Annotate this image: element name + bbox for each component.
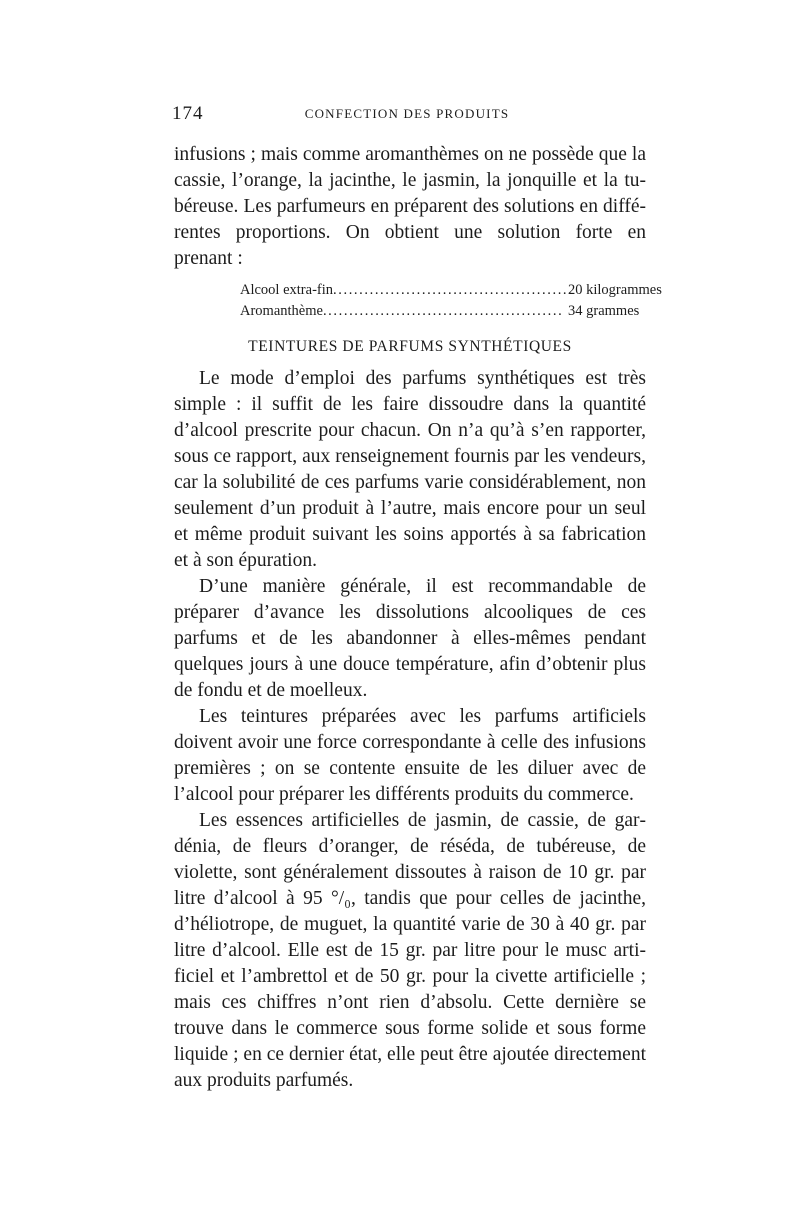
paragraph: D’une manière générale, il est recommandable de préparer d’avance les dissolutions alcooliques de ces parfums et de les abandonner à elles-mêmes pendant quelques jours à une douce température, afin d’obtenir plus de fondu et de moelleux.: [174, 576, 646, 701]
paragraph: Le mode d’emploi des parfums synthétiques est très simple : il suffit de les faire dissoudre dans la quantité d’alcool prescrite pour chacun. On n’a qu’à s’en rapporter, sous ce rapport, aux renseignement fournis par les vendeurs, car la solubilité de ces parfums varie considérablement, non seulement d’un produit à l’autre, mais encore pour un seul et même produit suivant les soins apportés à sa fabrication et à son épuration.: [174, 368, 646, 571]
formula-table: [174, 280, 662, 322]
formula-ingredient: Alcool extra-fin..............................................: [240, 282, 574, 298]
formula-quantity: 34 grammes: [568, 303, 640, 319]
formula-row: [174, 301, 646, 322]
formula-ingredient: Aromanthème..............................................: [240, 303, 564, 319]
leader-dots: ..............................................: [322, 303, 564, 319]
formula-row: [174, 280, 662, 301]
section-title: TEINTURES DE PARFUMS SYNTHÉTIQUES: [248, 338, 572, 355]
formula-quantity: 20 kilogrammes: [568, 282, 662, 298]
page-header: [172, 103, 642, 129]
paragraph-continued: infusions ; mais comme aromanthèmes on ne possède que la cassie, l’orange, la jacinthe, le jasmin, la jonquille et la tubéreuse. Les parfumeurs en préparent des solutions en différentes proportions. On obtient une solution forte en prenant :: [174, 144, 646, 269]
paragraph: Les essences artificielles de jasmin, de cassie, de gardénia, de fleurs d’oranger, de réséda, de tubéreuse, de violette, sont généralement dissoutes à raison de 10 gr. par litre d’alcool à 95 °/₀, tandis que pour celles de jacinthe, d’héliotrope, de muguet, la quantité varie de 30 à 40 gr. par litre d’alcool. Elle est de 15 gr. par litre pour le musc artificiel et l’ambrettol et de 50 gr. pour la civette artificielle ; mais ces chiffres n’ont rien d’absolu. Cette dernière se trouve dans le commerce sous forme solide et sous forme liquide ; en ce dernier état, elle peut être ajoutée directement aux produits parfumés.: [174, 810, 646, 1091]
paragraph: Les teintures préparées avec les parfums artificiels doivent avoir une force correspondante à celle des infusions premières ; on se contente ensuite de les diluer avec de l’alcool pour préparer les différents produits du commerce.: [174, 706, 646, 805]
page-body: [174, 142, 662, 1094]
leader-dots: ..............................................: [333, 282, 574, 298]
running-head: CONFECTION DES PRODUITS: [304, 106, 510, 121]
page-number: 174: [172, 103, 204, 124]
